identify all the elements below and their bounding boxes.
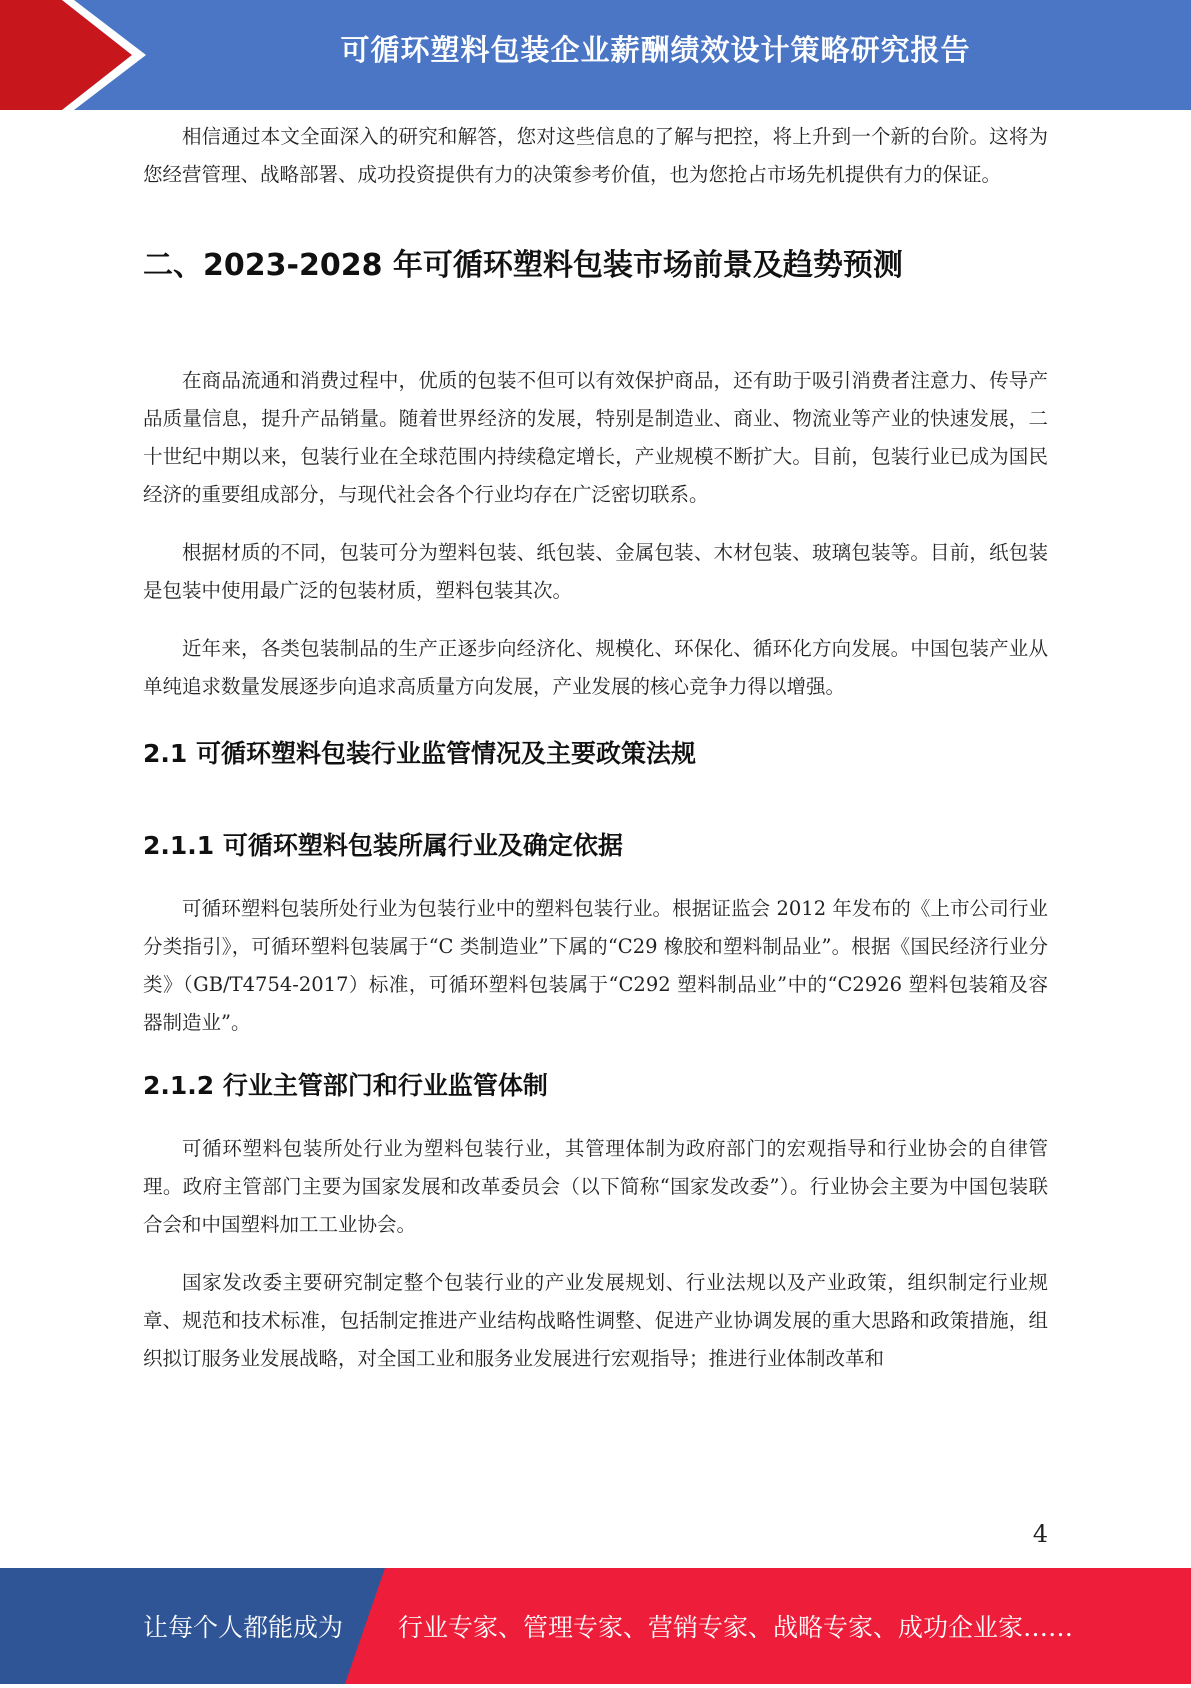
footer-slogan-left: 让每个人都能成为	[143, 1613, 344, 1642]
page-number: 4	[1032, 1520, 1048, 1548]
footer-slogan-right: 行业专家、管理专家、营销专家、战略专家、成功企业家……	[398, 1613, 1074, 1642]
subsection-heading: 2.1.2 行业主管部门和行业监管体制	[143, 1071, 548, 1100]
body-paragraph: 国家发改委主要研究制定整个包装行业的产业发展规划、行业法规以及产业政策，组织制定行业规章、规范和技术标准，包括制定推进产业结构战略性调整、促进产业协调发展的重大思路和政策措施，组织拟订服务业发展战略，对全国工业和服务业发展进行宏观指导；推进行业体制改革和	[143, 1271, 1048, 1370]
body-paragraph: 根据材质的不同，包装可分为塑料包装、纸包装、金属包装、木材包装、玻璃包装等。目前，纸包装是包装中使用最广泛的包装材质，塑料包装其次。	[143, 541, 1048, 602]
header-arrow-decoration	[0, 0, 160, 110]
subsection-heading: 2.1.1 可循环塑料包装所属行业及确定依据	[143, 831, 623, 860]
page-header	[0, 0, 1191, 110]
body-paragraph: 在商品流通和消费过程中，优质的包装不但可以有效保护商品，还有助于吸引消费者注意力、传导产品质量信息，提升产品销量。随着世界经济的发展，特别是制造业、商业、物流业等产业的快速发展，二十世纪中期以来，包装行业在全球范围内持续稳定增长，产业规模不断扩大。目前，包装行业已成为国民经济的重要组成部分，与现代社会各个行业均存在广泛密切联系。	[143, 369, 1048, 506]
report-title: 可循环塑料包装企业薪酬绩效设计策略研究报告	[340, 33, 971, 67]
intro-paragraph: 相信通过本文全面深入的研究和解答，您对这些信息的了解与把控，将上升到一个新的台阶。这将为您经营管理、战略部署、成功投资提供有力的决策参考价值，也为您抢占市场先机提供有力的保证。	[143, 125, 1048, 186]
body-paragraph: 可循环塑料包装所处行业为包装行业中的塑料包装行业。根据证监会 2012 年发布的《上市公司行业分类指引》，可循环塑料包装属于“C 类制造业”下属的“C29 橡胶和塑料制品业”。根据《国民经济行业分类》（GB/T4754-2017）标准，可循环塑料包装属于“C292 塑料制品业”中的“C2926 塑料包装箱及容器制造业”。	[143, 897, 1048, 1034]
section-heading: 二、2023-2028 年可循环塑料包装市场前景及趋势预测	[143, 248, 903, 283]
page-footer	[0, 1568, 1191, 1684]
body-paragraph: 可循环塑料包装所处行业为塑料包装行业，其管理体制为政府部门的宏观指导和行业协会的自律管理。政府主管部门主要为国家发展和改革委员会（以下简称“国家发改委”）。行业协会主要为中国包装联合会和中国塑料加工工业协会。	[143, 1137, 1048, 1236]
main-content	[143, 118, 1048, 1378]
subsection-heading: 2.1 可循环塑料包装行业监管情况及主要政策法规	[143, 739, 696, 768]
body-paragraph: 近年来，各类包装制品的生产正逐步向经济化、规模化、环保化、循环化方向发展。中国包装产业从单纯追求数量发展逐步向追求高质量方向发展，产业发展的核心竞争力得以增强。	[143, 637, 1048, 698]
